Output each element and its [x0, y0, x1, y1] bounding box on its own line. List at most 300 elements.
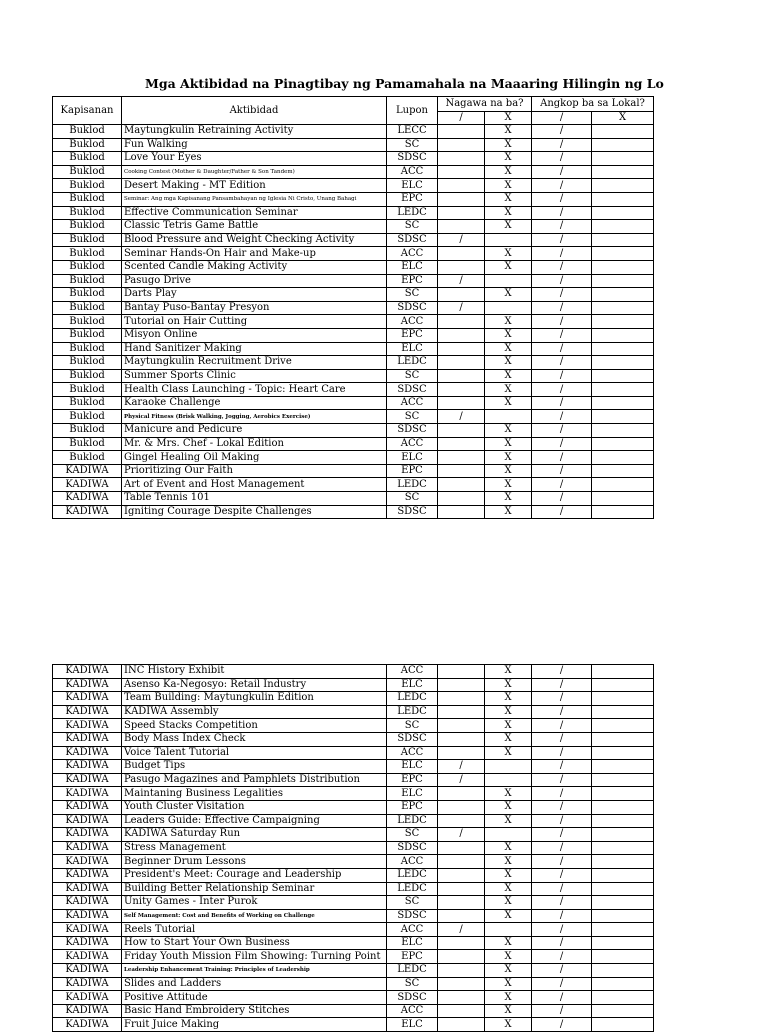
cell-lupon: SC: [387, 492, 438, 506]
table-row: [53, 882, 654, 896]
cell-nagawa-check: [438, 247, 485, 261]
cell-kapisanan: Buklod: [53, 274, 122, 288]
cell-nagawa-check: [438, 855, 485, 869]
activities-table-continued: [52, 664, 654, 1032]
header-nagawa: Nagawa na ba?: [438, 97, 532, 112]
cell-lupon: LEDC: [387, 356, 438, 370]
cell-lupon: SDSC: [387, 841, 438, 855]
cell-lupon: ACC: [387, 315, 438, 329]
cell-nagawa-cross: X: [485, 437, 532, 451]
cell-lupon: ACC: [387, 437, 438, 451]
cell-angkop-check: /: [532, 964, 592, 978]
cell-lupon: ACC: [387, 1004, 438, 1018]
table-row: [53, 977, 654, 991]
cell-lupon: ACC: [387, 923, 438, 937]
cell-angkop-cross: [592, 505, 654, 519]
cell-angkop-cross: [592, 977, 654, 991]
cell-lupon: SDSC: [387, 991, 438, 1005]
cell-angkop-check: /: [532, 179, 592, 193]
header-nagawa-check: /: [438, 112, 485, 125]
cell-nagawa-check: /: [438, 301, 485, 315]
table-row: [53, 909, 654, 923]
cell-angkop-cross: [592, 192, 654, 206]
cell-angkop-check: /: [532, 841, 592, 855]
table-row: [53, 233, 654, 247]
cell-lupon: SDSC: [387, 505, 438, 519]
cell-lupon: SDSC: [387, 383, 438, 397]
cell-angkop-cross: [592, 125, 654, 139]
cell-angkop-check: /: [532, 206, 592, 220]
cell-nagawa-cross: X: [485, 478, 532, 492]
cell-kapisanan: KADIWA: [53, 464, 122, 478]
cell-angkop-check: /: [532, 138, 592, 152]
cell-nagawa-cross: X: [485, 1004, 532, 1018]
cell-nagawa-cross: X: [485, 678, 532, 692]
cell-angkop-check: /: [532, 787, 592, 801]
cell-lupon: SDSC: [387, 732, 438, 746]
cell-angkop-check: /: [532, 288, 592, 302]
cell-kapisanan: KADIWA: [53, 678, 122, 692]
cell-nagawa-check: [438, 936, 485, 950]
table-row: [53, 800, 654, 814]
cell-aktibidad: Building Better Relationship Seminar: [122, 882, 387, 896]
cell-nagawa-check: [438, 1018, 485, 1032]
table-row: [53, 746, 654, 760]
cell-aktibidad: KADIWA Saturday Run: [122, 828, 387, 842]
cell-lupon: EPC: [387, 274, 438, 288]
cell-lupon: EPC: [387, 192, 438, 206]
cell-nagawa-cross: X: [485, 692, 532, 706]
cell-nagawa-cross: X: [485, 424, 532, 438]
cell-angkop-check: /: [532, 478, 592, 492]
header-nagawa-cross: X: [485, 112, 532, 125]
table-row: [53, 451, 654, 465]
cell-nagawa-cross: X: [485, 356, 532, 370]
cell-nagawa-cross: [485, 828, 532, 842]
cell-nagawa-check: [438, 787, 485, 801]
cell-lupon: ELC: [387, 342, 438, 356]
cell-kapisanan: Buklod: [53, 179, 122, 193]
table-row: [53, 936, 654, 950]
cell-aktibidad: Hand Sanitizer Making: [122, 342, 387, 356]
cell-aktibidad: Tutorial on Hair Cutting: [122, 315, 387, 329]
table-row: [53, 356, 654, 370]
cell-nagawa-check: [438, 814, 485, 828]
cell-kapisanan: KADIWA: [53, 868, 122, 882]
cell-aktibidad: Unity Games - Inter Purok: [122, 896, 387, 910]
cell-nagawa-check: /: [438, 828, 485, 842]
cell-angkop-cross: [592, 437, 654, 451]
table-row: [53, 424, 654, 438]
table-row: [53, 396, 654, 410]
cell-kapisanan: KADIWA: [53, 505, 122, 519]
cell-nagawa-cross: X: [485, 383, 532, 397]
cell-aktibidad: Mr. & Mrs. Chef - Lokal Edition: [122, 437, 387, 451]
cell-nagawa-check: [438, 192, 485, 206]
cell-angkop-cross: [592, 1018, 654, 1032]
cell-angkop-cross: [592, 991, 654, 1005]
table-row: [53, 369, 654, 383]
cell-nagawa-cross: X: [485, 991, 532, 1005]
activities-table: [52, 96, 654, 519]
cell-lupon: EPC: [387, 464, 438, 478]
cell-nagawa-cross: [485, 301, 532, 315]
cell-kapisanan: KADIWA: [53, 950, 122, 964]
cell-angkop-cross: [592, 896, 654, 910]
cell-nagawa-cross: X: [485, 936, 532, 950]
cell-kapisanan: KADIWA: [53, 896, 122, 910]
cell-kapisanan: Buklod: [53, 437, 122, 451]
cell-nagawa-check: /: [438, 760, 485, 774]
cell-angkop-check: /: [532, 678, 592, 692]
cell-nagawa-check: [438, 950, 485, 964]
cell-aktibidad: Fruit Juice Making: [122, 1018, 387, 1032]
cell-aktibidad: Leadership Enhancement Training: Principles of Leadership: [122, 964, 387, 978]
cell-angkop-check: /: [532, 369, 592, 383]
cell-lupon: ELC: [387, 678, 438, 692]
cell-nagawa-check: [438, 505, 485, 519]
cell-nagawa-check: /: [438, 773, 485, 787]
cell-lupon: ACC: [387, 665, 438, 679]
cell-angkop-cross: [592, 746, 654, 760]
cell-nagawa-check: [438, 841, 485, 855]
cell-angkop-check: /: [532, 909, 592, 923]
cell-angkop-check: /: [532, 301, 592, 315]
cell-nagawa-cross: [485, 274, 532, 288]
activities-table-body: [53, 125, 654, 519]
cell-angkop-check: /: [532, 692, 592, 706]
cell-kapisanan: KADIWA: [53, 705, 122, 719]
cell-aktibidad: Positive Attitude: [122, 991, 387, 1005]
cell-lupon: ELC: [387, 260, 438, 274]
cell-lupon: SC: [387, 288, 438, 302]
table-row: [53, 665, 654, 679]
cell-lupon: LEDC: [387, 868, 438, 882]
table-row: [53, 206, 654, 220]
cell-aktibidad: Love Your Eyes: [122, 152, 387, 166]
cell-aktibidad: Maytungkulin Recruitment Drive: [122, 356, 387, 370]
cell-nagawa-check: [438, 1004, 485, 1018]
cell-angkop-cross: [592, 138, 654, 152]
cell-angkop-cross: [592, 841, 654, 855]
cell-nagawa-cross: X: [485, 369, 532, 383]
cell-aktibidad: Manicure and Pedicure: [122, 424, 387, 438]
cell-lupon: SDSC: [387, 909, 438, 923]
cell-nagawa-cross: X: [485, 247, 532, 261]
table-row: [53, 841, 654, 855]
cell-nagawa-check: [438, 206, 485, 220]
cell-nagawa-check: /: [438, 923, 485, 937]
cell-lupon: SC: [387, 896, 438, 910]
cell-kapisanan: KADIWA: [53, 882, 122, 896]
cell-lupon: SC: [387, 138, 438, 152]
table-row: [53, 464, 654, 478]
cell-kapisanan: KADIWA: [53, 692, 122, 706]
cell-lupon: ELC: [387, 787, 438, 801]
header-kapisanan: Kapisanan: [53, 97, 122, 125]
cell-angkop-check: /: [532, 233, 592, 247]
table-row: [53, 478, 654, 492]
cell-nagawa-cross: [485, 923, 532, 937]
cell-angkop-check: /: [532, 274, 592, 288]
cell-aktibidad: Karaoke Challenge: [122, 396, 387, 410]
table-row: [53, 719, 654, 733]
cell-aktibidad: Reels Tutorial: [122, 923, 387, 937]
cell-nagawa-cross: X: [485, 787, 532, 801]
cell-angkop-cross: [592, 301, 654, 315]
cell-angkop-check: /: [532, 437, 592, 451]
cell-aktibidad: Speed Stacks Competition: [122, 719, 387, 733]
cell-lupon: ELC: [387, 760, 438, 774]
table-row: [53, 220, 654, 234]
cell-nagawa-check: [438, 896, 485, 910]
cell-kapisanan: Buklod: [53, 138, 122, 152]
cell-angkop-check: /: [532, 192, 592, 206]
cell-kapisanan: Buklod: [53, 192, 122, 206]
cell-nagawa-cross: [485, 410, 532, 424]
cell-angkop-cross: [592, 424, 654, 438]
cell-nagawa-check: [438, 909, 485, 923]
cell-angkop-cross: [592, 274, 654, 288]
cell-aktibidad: Gingel Healing Oil Making: [122, 451, 387, 465]
table-row: [53, 328, 654, 342]
cell-lupon: EPC: [387, 950, 438, 964]
table-row: [53, 138, 654, 152]
cell-kapisanan: Buklod: [53, 328, 122, 342]
cell-aktibidad: Budget Tips: [122, 760, 387, 774]
header-angkop: Angkop ba sa Lokal?: [532, 97, 654, 112]
header-aktibidad: Aktibidad: [122, 97, 387, 125]
cell-kapisanan: Buklod: [53, 396, 122, 410]
cell-kapisanan: KADIWA: [53, 492, 122, 506]
cell-angkop-cross: [592, 1004, 654, 1018]
cell-nagawa-check: [438, 369, 485, 383]
cell-nagawa-check: [438, 678, 485, 692]
cell-angkop-check: /: [532, 383, 592, 397]
table-row: [53, 828, 654, 842]
cell-aktibidad: Seminar Hands-On Hair and Make-up: [122, 247, 387, 261]
cell-aktibidad: Pasugo Magazines and Pamphlets Distribution: [122, 773, 387, 787]
cell-kapisanan: Buklod: [53, 342, 122, 356]
cell-nagawa-check: [438, 868, 485, 882]
cell-nagawa-check: [438, 991, 485, 1005]
cell-nagawa-cross: X: [485, 732, 532, 746]
cell-lupon: LEDC: [387, 814, 438, 828]
cell-kapisanan: KADIWA: [53, 773, 122, 787]
table-row: [53, 179, 654, 193]
cell-nagawa-check: [438, 665, 485, 679]
cell-angkop-cross: [592, 665, 654, 679]
cell-nagawa-check: [438, 464, 485, 478]
cell-angkop-check: /: [532, 492, 592, 506]
cell-angkop-check: /: [532, 868, 592, 882]
table-row: [53, 125, 654, 139]
cell-angkop-cross: [592, 288, 654, 302]
cell-kapisanan: Buklod: [53, 125, 122, 139]
header-angkop-cross: X: [592, 112, 654, 125]
cell-lupon: SC: [387, 828, 438, 842]
cell-aktibidad: Bantay Puso-Bantay Presyon: [122, 301, 387, 315]
cell-angkop-cross: [592, 260, 654, 274]
table-row: [53, 787, 654, 801]
cell-nagawa-cross: X: [485, 746, 532, 760]
cell-angkop-check: /: [532, 1004, 592, 1018]
cell-aktibidad: Leaders Guide: Effective Campaigning: [122, 814, 387, 828]
cell-lupon: SDSC: [387, 233, 438, 247]
cell-lupon: SC: [387, 369, 438, 383]
cell-kapisanan: Buklod: [53, 233, 122, 247]
cell-nagawa-check: [438, 179, 485, 193]
table-row: [53, 991, 654, 1005]
table-row: [53, 152, 654, 166]
cell-nagawa-check: [438, 732, 485, 746]
cell-nagawa-check: [438, 746, 485, 760]
cell-lupon: ELC: [387, 179, 438, 193]
cell-nagawa-check: [438, 692, 485, 706]
cell-aktibidad: Asenso Ka-Negosyo: Retail Industry: [122, 678, 387, 692]
cell-angkop-check: /: [532, 705, 592, 719]
cell-lupon: ACC: [387, 746, 438, 760]
cell-angkop-check: /: [532, 125, 592, 139]
table-row: [53, 855, 654, 869]
table-row: [53, 410, 654, 424]
cell-angkop-check: /: [532, 464, 592, 478]
cell-nagawa-cross: [485, 233, 532, 247]
cell-angkop-check: /: [532, 410, 592, 424]
cell-aktibidad: Effective Communication Seminar: [122, 206, 387, 220]
cell-nagawa-check: [438, 152, 485, 166]
cell-angkop-check: /: [532, 315, 592, 329]
cell-aktibidad: KADIWA Assembly: [122, 705, 387, 719]
cell-kapisanan: KADIWA: [53, 977, 122, 991]
cell-nagawa-cross: X: [485, 220, 532, 234]
cell-kapisanan: KADIWA: [53, 923, 122, 937]
cell-kapisanan: KADIWA: [53, 665, 122, 679]
cell-angkop-cross: [592, 964, 654, 978]
cell-angkop-cross: [592, 152, 654, 166]
cell-aktibidad: Art of Event and Host Management: [122, 478, 387, 492]
cell-kapisanan: KADIWA: [53, 478, 122, 492]
cell-lupon: ACC: [387, 855, 438, 869]
cell-angkop-cross: [592, 787, 654, 801]
cell-nagawa-cross: X: [485, 492, 532, 506]
cell-angkop-check: /: [532, 505, 592, 519]
cell-nagawa-cross: X: [485, 964, 532, 978]
cell-kapisanan: KADIWA: [53, 964, 122, 978]
cell-nagawa-check: [438, 383, 485, 397]
cell-angkop-check: /: [532, 814, 592, 828]
cell-nagawa-check: [438, 882, 485, 896]
cell-aktibidad: Self Management: Cost and Benefits of Working on Challenge: [122, 909, 387, 923]
table-row: [53, 192, 654, 206]
cell-angkop-cross: [592, 732, 654, 746]
cell-kapisanan: Buklod: [53, 260, 122, 274]
cell-kapisanan: KADIWA: [53, 1018, 122, 1032]
cell-angkop-cross: [592, 719, 654, 733]
cell-lupon: ACC: [387, 165, 438, 179]
cell-nagawa-cross: X: [485, 125, 532, 139]
cell-aktibidad: INC History Exhibit: [122, 665, 387, 679]
cell-nagawa-check: [438, 220, 485, 234]
cell-lupon: SC: [387, 977, 438, 991]
cell-aktibidad: Summer Sports Clinic: [122, 369, 387, 383]
cell-aktibidad: Table Tennis 101: [122, 492, 387, 506]
cell-angkop-check: /: [532, 152, 592, 166]
cell-nagawa-check: [438, 315, 485, 329]
cell-angkop-check: /: [532, 936, 592, 950]
cell-angkop-cross: [592, 369, 654, 383]
cell-nagawa-check: [438, 342, 485, 356]
cell-nagawa-cross: X: [485, 165, 532, 179]
cell-angkop-cross: [592, 760, 654, 774]
cell-nagawa-cross: X: [485, 342, 532, 356]
cell-nagawa-check: [438, 705, 485, 719]
cell-kapisanan: Buklod: [53, 247, 122, 261]
cell-lupon: EPC: [387, 328, 438, 342]
cell-nagawa-check: [438, 356, 485, 370]
cell-aktibidad: Voice Talent Tutorial: [122, 746, 387, 760]
cell-nagawa-cross: X: [485, 138, 532, 152]
cell-aktibidad: Team Building: Maytungkulin Edition: [122, 692, 387, 706]
cell-nagawa-cross: X: [485, 882, 532, 896]
cell-kapisanan: KADIWA: [53, 800, 122, 814]
cell-nagawa-cross: X: [485, 260, 532, 274]
cell-lupon: ACC: [387, 396, 438, 410]
cell-angkop-cross: [592, 315, 654, 329]
cell-angkop-check: /: [532, 977, 592, 991]
cell-nagawa-check: [438, 800, 485, 814]
table-row: [53, 274, 654, 288]
cell-aktibidad: Fun Walking: [122, 138, 387, 152]
cell-angkop-cross: [592, 923, 654, 937]
cell-lupon: LEDC: [387, 692, 438, 706]
cell-angkop-cross: [592, 909, 654, 923]
cell-angkop-check: /: [532, 1018, 592, 1032]
cell-nagawa-cross: X: [485, 665, 532, 679]
cell-angkop-cross: [592, 950, 654, 964]
cell-lupon: EPC: [387, 773, 438, 787]
table-row: [53, 165, 654, 179]
cell-nagawa-cross: X: [485, 868, 532, 882]
cell-angkop-check: /: [532, 220, 592, 234]
cell-angkop-check: /: [532, 328, 592, 342]
cell-nagawa-check: [438, 165, 485, 179]
cell-nagawa-check: [438, 138, 485, 152]
cell-kapisanan: Buklod: [53, 206, 122, 220]
cell-angkop-cross: [592, 478, 654, 492]
cell-lupon: SDSC: [387, 152, 438, 166]
cell-nagawa-cross: X: [485, 705, 532, 719]
table-row: [53, 692, 654, 706]
cell-angkop-check: /: [532, 923, 592, 937]
cell-aktibidad: Maintaning Business Legalities: [122, 787, 387, 801]
cell-angkop-cross: [592, 179, 654, 193]
cell-angkop-cross: [592, 342, 654, 356]
cell-angkop-check: /: [532, 424, 592, 438]
cell-aktibidad: Igniting Courage Despite Challenges: [122, 505, 387, 519]
cell-angkop-check: /: [532, 342, 592, 356]
cell-aktibidad: Slides and Ladders: [122, 977, 387, 991]
table-row: [53, 1004, 654, 1018]
cell-aktibidad: Friday Youth Mission Film Showing: Turning Point: [122, 950, 387, 964]
cell-nagawa-check: [438, 288, 485, 302]
table-row: [53, 342, 654, 356]
cell-angkop-cross: [592, 868, 654, 882]
cell-nagawa-check: [438, 424, 485, 438]
cell-nagawa-cross: X: [485, 814, 532, 828]
cell-angkop-cross: [592, 410, 654, 424]
cell-lupon: LECC: [387, 125, 438, 139]
